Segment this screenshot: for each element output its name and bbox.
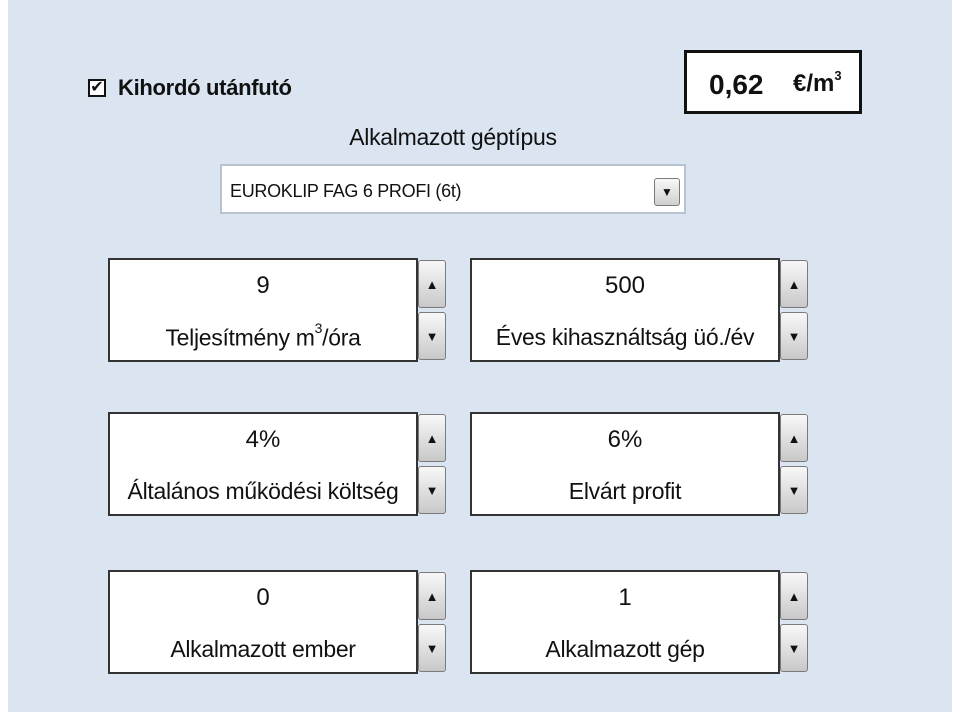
trailer-checkbox[interactable] <box>88 79 106 97</box>
decrement-arrow-icon[interactable]: ▼ <box>418 312 446 360</box>
expected-profit-label: Elvárt profit <box>568 478 682 504</box>
annual-usage-spinner[interactable] <box>780 258 808 362</box>
performance-label-suffix: /óra <box>322 324 361 351</box>
employees-field[interactable] <box>108 570 418 674</box>
decrement-arrow-icon[interactable]: ▼ <box>780 312 808 360</box>
decrement-arrow-icon[interactable]: ▼ <box>780 466 808 514</box>
increment-arrow-icon[interactable]: ▲ <box>780 572 808 620</box>
decrement-arrow-icon[interactable]: ▼ <box>418 624 446 672</box>
performance-field[interactable] <box>108 258 418 362</box>
increment-arrow-icon[interactable]: ▲ <box>418 414 446 462</box>
settings-panel <box>8 0 952 712</box>
price-display <box>684 50 862 114</box>
increment-arrow-icon[interactable]: ▲ <box>780 260 808 308</box>
annual-usage-value[interactable]: 500 <box>604 272 646 299</box>
machines-value[interactable]: 1 <box>618 584 632 611</box>
price-value: 0,62 <box>709 69 764 100</box>
machines-field[interactable] <box>470 570 780 674</box>
overhead-cost-label: Általános működési költség <box>127 478 399 504</box>
increment-arrow-icon[interactable]: ▲ <box>780 414 808 462</box>
machines-spinner[interactable] <box>780 570 808 674</box>
machine-type-select[interactable] <box>220 164 686 214</box>
price-unit-exponent: 3 <box>834 68 842 83</box>
decrement-arrow-icon[interactable]: ▼ <box>780 624 808 672</box>
performance-label-exponent: 3 <box>314 320 323 336</box>
performance-label <box>110 320 416 352</box>
employees-label: Alkalmazott ember <box>170 636 356 662</box>
employees-value[interactable]: 0 <box>256 584 270 611</box>
increment-arrow-icon[interactable]: ▲ <box>418 572 446 620</box>
employees-spinner[interactable] <box>418 570 446 674</box>
expected-profit-field[interactable] <box>470 412 780 516</box>
expected-profit-value[interactable]: 6% <box>607 426 643 453</box>
performance-label-text: Teljesítmény m <box>165 324 315 351</box>
machine-type-value[interactable]: EUROKLIP FAG 6 PROFI (6t) <box>230 181 462 201</box>
price-unit <box>793 70 842 98</box>
overhead-cost-spinner[interactable] <box>418 412 446 516</box>
performance-spinner[interactable] <box>418 258 446 362</box>
overhead-cost-field[interactable] <box>108 412 418 516</box>
increment-arrow-icon[interactable]: ▲ <box>418 260 446 308</box>
machines-label: Alkalmazott gép <box>545 636 705 662</box>
annual-usage-field[interactable] <box>470 258 780 362</box>
annual-usage-label: Éves kihasználtság üó./év <box>495 324 755 350</box>
chevron-down-icon[interactable]: ▼ <box>654 178 680 206</box>
performance-value[interactable]: 9 <box>256 272 270 299</box>
expected-profit-spinner[interactable] <box>780 412 808 516</box>
machine-type-title: Alkalmazott géptípus <box>349 124 557 150</box>
decrement-arrow-icon[interactable]: ▼ <box>418 466 446 514</box>
overhead-cost-value[interactable]: 4% <box>245 426 281 453</box>
checkmark-icon: ✔ <box>90 79 104 96</box>
trailer-checkbox-label[interactable]: Kihordó utánfutó <box>118 75 292 100</box>
trailer-checkbox-row[interactable] <box>88 74 292 102</box>
price-unit-base: €/m <box>793 70 835 97</box>
